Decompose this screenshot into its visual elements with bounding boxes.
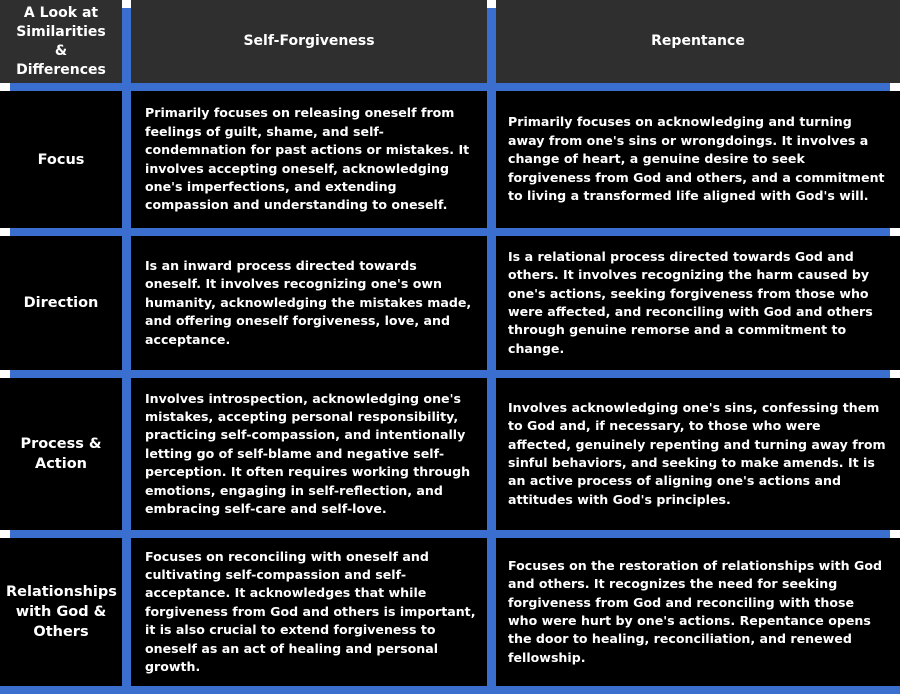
divider-notch bbox=[890, 370, 900, 378]
row-label-text: Process & Action bbox=[20, 436, 102, 472]
cell-process-repentance bbox=[496, 378, 900, 530]
divider-notch bbox=[0, 370, 10, 378]
divider-notch bbox=[890, 83, 900, 91]
cell-relationships-self-forgiveness bbox=[131, 538, 487, 686]
column-header-text: Self-Forgiveness bbox=[243, 33, 375, 49]
corner-header-text: A Look at Similarities & Differences bbox=[16, 4, 106, 78]
cell-direction-self-forgiveness bbox=[131, 236, 487, 370]
cell-focus-self-forgiveness bbox=[131, 91, 487, 228]
row-label-relationships bbox=[0, 538, 122, 686]
divider-notch bbox=[0, 83, 10, 91]
row-label-process-action bbox=[0, 378, 122, 530]
cell-text: Involves introspection, acknowledging one's mistakes, accepting personal responsibility, practicing self-compassion, and intentionally letting go of self-blame and negative self-perception. It often requires working through emotions, engaging in self-reflection, and embracing self-care and self-love. bbox=[145, 390, 471, 517]
row-label-text: Focus bbox=[37, 151, 85, 168]
divider-notch bbox=[0, 228, 10, 236]
row-label-text: Direction bbox=[23, 295, 99, 311]
cell-text: Primarily focuses on releasing oneself from feelings of guilt, shame, and self-condemnation for past actions or mistakes. It involves accepting oneself, acknowledging one's imperfections, and extending compassion and understanding to oneself. bbox=[145, 105, 470, 213]
cell-direction-repentance bbox=[496, 236, 900, 370]
cell-text: Focuses on reconciling with oneself and cultivating self-compassion and self-acceptance. It acknowledges that while forgiveness from God and others is important, it is also crucial to extend forgiveness to oneself as an act of healing and personal growth. bbox=[145, 548, 476, 675]
cell-text: Is an inward process directed towards oneself. It involves recognizing one's own humanity, acknowledging the mistakes made, and offering oneself forgiveness, love, and acceptance. bbox=[145, 257, 472, 347]
row-label-direction bbox=[0, 236, 122, 370]
cell-text: Is a relational process directed towards God and others. It involves recognizing the harm caused by one's actions, seeking forgiveness from those who were affected, and reconciling with God and others through genuine remorse and a commitment to change. bbox=[508, 248, 873, 356]
cell-text: Involves acknowledging one's sins, confessing them to God and, if necessary, to those who were affected, genuinely repenting and turning away from sinful behaviors, and seeking to make amends. It is an active process of aligning one's actions and attitudes with God's principles. bbox=[508, 399, 886, 507]
column-header-self-forgiveness bbox=[131, 0, 487, 83]
corner-header bbox=[0, 0, 122, 83]
divider-notch bbox=[890, 228, 900, 236]
column-header-repentance bbox=[496, 0, 900, 83]
cell-text: Primarily focuses on acknowledging and turning away from one's sins or wrongdoings. It involves a change of heart, a genuine desire to seek forgiveness from God and others, and a commitment to living a transformed life aligned with God's will. bbox=[508, 114, 885, 204]
column-header-text: Repentance bbox=[651, 33, 745, 49]
row-label-text: Relationships with God & Others bbox=[6, 584, 117, 640]
cell-text: Focuses on the restoration of relationships with God and others. It recognizes the need for seeking forgiveness from God and reconciling with those who were hurt by one's actions. Repentance opens the door to healing, reconciliation, and renewed fellowship. bbox=[508, 557, 883, 665]
cell-focus-repentance bbox=[496, 91, 900, 228]
divider-notch bbox=[0, 530, 10, 538]
divider-notch bbox=[487, 0, 496, 8]
divider-notch bbox=[122, 0, 131, 8]
divider-notch bbox=[890, 530, 900, 538]
cell-process-self-forgiveness bbox=[131, 378, 487, 530]
row-label-focus bbox=[0, 91, 122, 228]
cell-relationships-repentance bbox=[496, 538, 900, 686]
